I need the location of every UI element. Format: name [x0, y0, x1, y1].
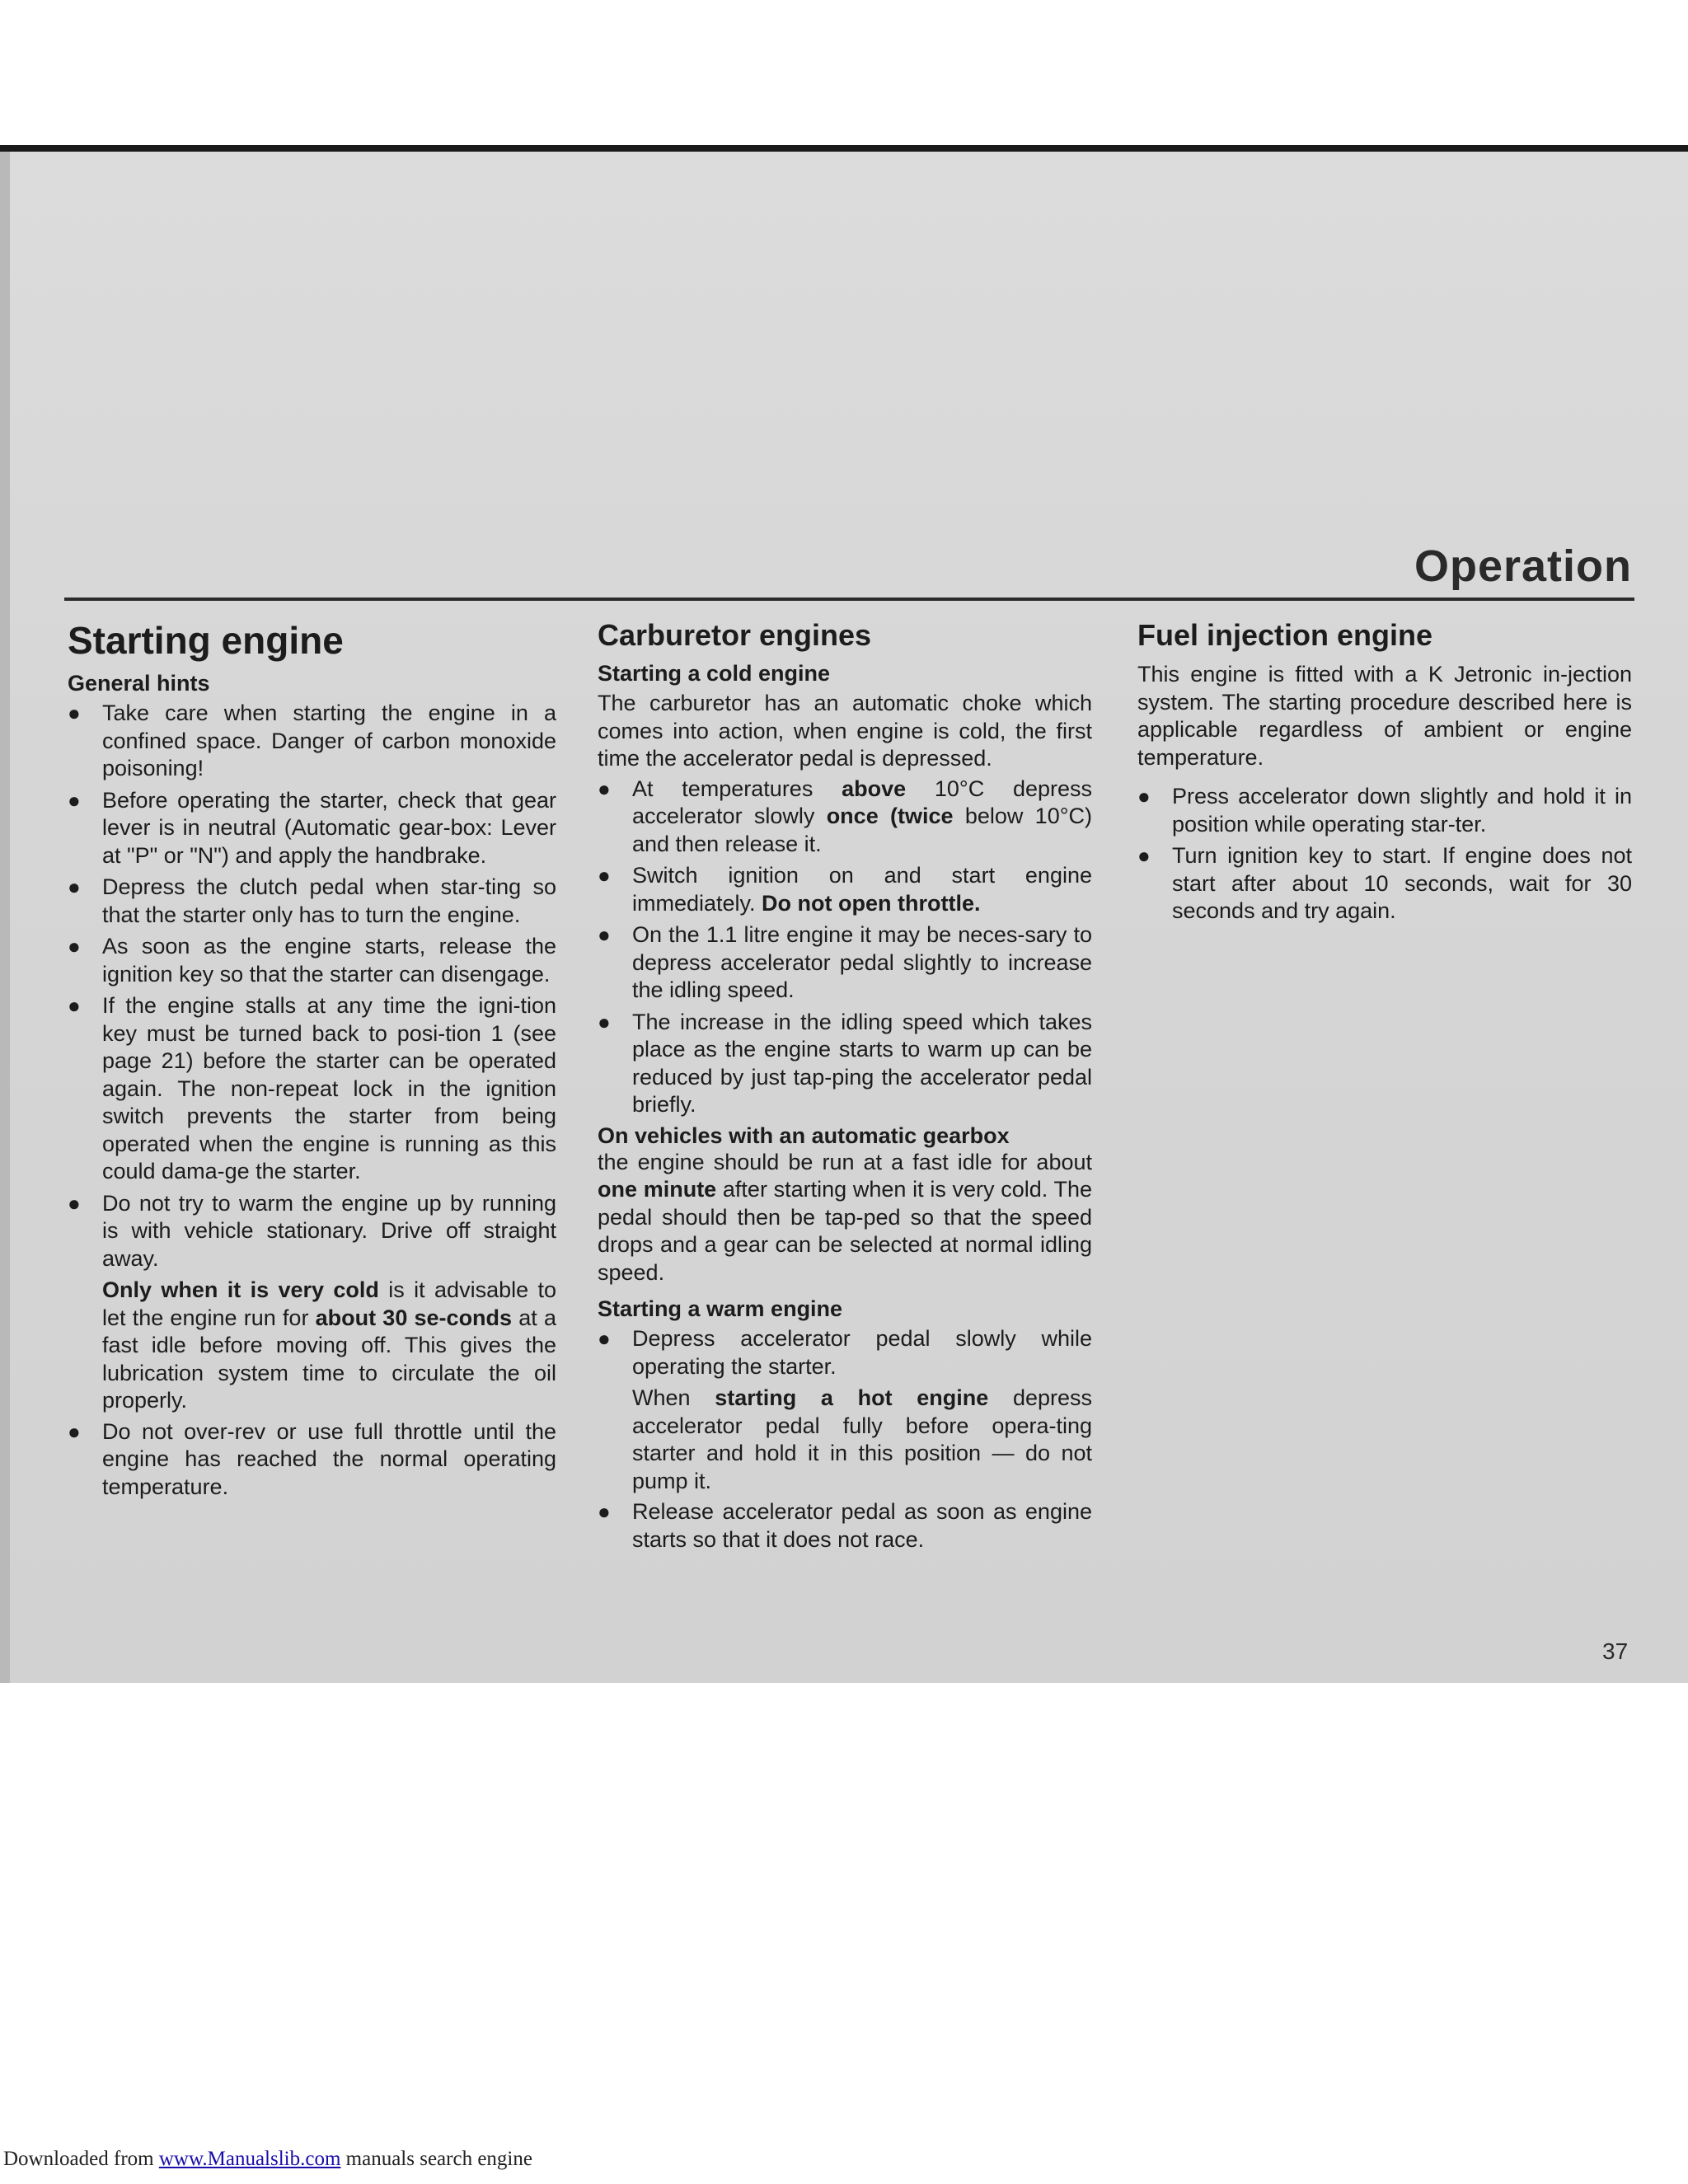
- carb-bullet: ● On the 1.1 litre engine it may be neces-sary to depress accelerator pedal slightly to increase the idling speed.: [598, 921, 1092, 1005]
- scan-top-edge: [0, 145, 1688, 152]
- warm-engine-heading: Starting a warm engine: [598, 1296, 843, 1321]
- carb-bullet: ● The increase in the idling speed which takes place as the engine starts to warm up can be reduced by just tap-ping the accelerator pedal briefly.: [598, 1009, 1092, 1119]
- hint-bullet: ● Do not try to warm the engine up by running is with vehicle stationary. Drive off straight away.: [68, 1190, 556, 1273]
- hint-bullet: ● If the engine stalls at any time the igni-tion key must be turned back to posi-tion 1 (see page 21) before the starter can be operated again. The non-repeat lock in the ignition switch prevents the starter from being operated when the engine is running as this could dama-ge the starter.: [68, 992, 556, 1186]
- cold-engine-heading: Starting a cold engine: [598, 661, 831, 686]
- fuel-injection-intro: This engine is fitted with a K Jetronic in-jection system. The starting procedure described here is applicable regardless of ambient or engine temperature.: [1137, 662, 1632, 770]
- hint-bullet: ● Before operating the starter, check that gear lever is in neutral (Automatic gear-box: Lever at "P" or "N") and apply the handbrake.: [68, 787, 556, 870]
- header-rule: [64, 598, 1634, 601]
- carb-bullet: ● At temperatures above 10°C depress accelerator slowly once (twice below 10°C) and then release it.: [598, 776, 1092, 859]
- automatic-gearbox-text: the engine should be run at a fast idle for about one minute after starting when it is very cold. The pedal should then be tap-ped so that the speed drops and a gear can be selected at normal idling speed.: [598, 1149, 1092, 1285]
- hint-bullet: ● As soon as the engine starts, release the ignition key so that the starter can disengage.: [68, 933, 556, 988]
- injection-bullet: ● Press accelerator down slightly and hold it in position while operating star-ter.: [1137, 783, 1632, 838]
- hot-engine-note: When starting a hot engine depress accelerator pedal fully before opera-ting starter and hold it in this position — do not pump it.: [632, 1385, 1092, 1493]
- page-number: 37: [1602, 1638, 1629, 1664]
- download-footer: Downloaded from www.Manualslib.com manuals search engine: [3, 2148, 532, 2170]
- cold-engine-intro: The carburetor has an automatic choke which comes into action, when engine is cold, the first time the accelerator pedal is depressed.: [598, 691, 1092, 771]
- cold-note: Only when it is very cold is it advisable to let the engine run for about 30 se-conds at a fast idle before moving off. This gives the lubrication system time to circulate the oil properly.: [102, 1277, 557, 1413]
- hint-bullet: ● Take care when starting the engine in a confined space. Danger of carbon monoxide poisoning!: [68, 700, 556, 783]
- injection-bullet: ● Turn ignition key to start. If engine does not start after about 10 seconds, wait for 30 seconds and try again.: [1137, 842, 1632, 926]
- carburetor-heading: Carburetor engines: [598, 618, 872, 652]
- warm-bullet: ● Release accelerator pedal as soon as engine starts so that it does not race.: [598, 1498, 1092, 1554]
- scan-left-edge: [0, 152, 10, 1683]
- general-hints-heading: General hints: [68, 671, 210, 696]
- left-column: [68, 618, 556, 1505]
- manualslib-link[interactable]: www.Manualslib.com: [158, 2148, 341, 2170]
- fuel-injection-heading: Fuel injection engine: [1137, 618, 1433, 652]
- page-title: Starting engine: [68, 619, 344, 662]
- hint-bullet: ● Do not over-rev or use full throttle until the engine has reached the normal operating temperature.: [68, 1418, 556, 1502]
- right-column: [1137, 618, 1632, 930]
- automatic-gearbox-heading: On vehicles with an automatic gearbox: [598, 1122, 1010, 1148]
- carb-bullet: ● Switch ignition on and start engine immediately. Do not open throttle.: [598, 862, 1092, 917]
- hint-bullet: ● Depress the clutch pedal when star-ting so that the starter only has to turn the engine.: [68, 874, 556, 929]
- section-header: Operation: [1414, 541, 1632, 591]
- warm-bullet: ● Depress accelerator pedal slowly while operating the starter.: [598, 1325, 1092, 1380]
- middle-column: [598, 618, 1092, 1558]
